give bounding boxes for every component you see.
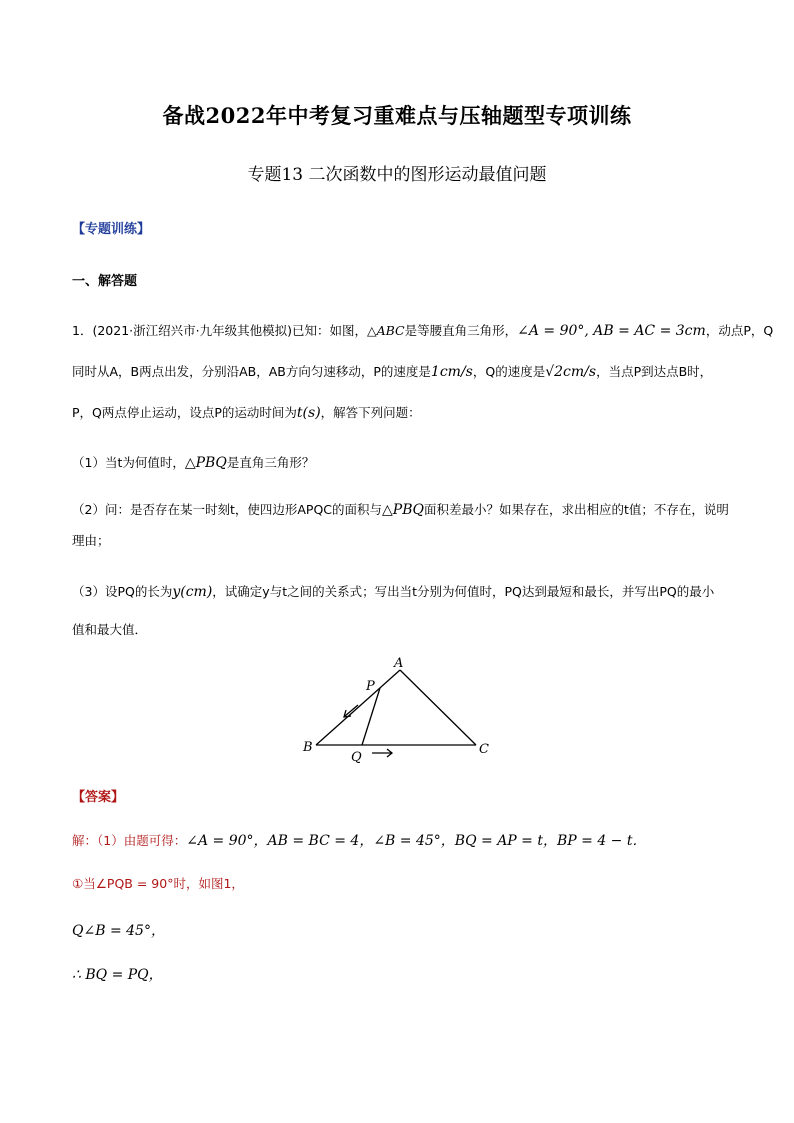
question-math: △PBQ	[184, 455, 227, 471]
question-text: 是直角三角形？	[226, 455, 315, 470]
question-text: 面积差最小？如果存在，求出相应的t值；不存在，说明	[423, 502, 729, 517]
problem-text: ，解答下列问题：	[320, 405, 421, 420]
question-text: ，试确定y与t之间的关系式；写出当t分别为何值时，PQ达到最短和最长，并写出PQ的最小	[212, 584, 715, 599]
document-title: 备战2022年中考复习重难点与压轴题型专项训练	[162, 103, 632, 128]
answer-text: 解：（1）由题可得：	[72, 833, 187, 848]
problem-text: 同时从A，B两点出发，分别沿AB，AB方向匀速移动，P的速度是	[72, 364, 431, 379]
problem-line-3	[72, 403, 421, 421]
answer-label: 【答案】	[72, 790, 125, 805]
question-math: △PBQ	[382, 502, 424, 518]
question-text: （3）设PQ的长为	[72, 584, 173, 599]
question-text: （1）当t为何值时，	[72, 455, 185, 470]
side-ab	[316, 670, 400, 745]
answer-line-3: Q∠B = 45°，	[72, 923, 165, 939]
question-math: y(cm)	[172, 584, 213, 600]
problem-line-2	[72, 362, 712, 380]
question-2	[72, 500, 729, 518]
part-heading: 一、解答题	[72, 274, 138, 289]
arrow-p-shaft	[345, 705, 358, 716]
problem-text: 1．(2021·浙江绍兴市·九年级其他模拟)已知：如图，	[72, 323, 367, 338]
problem-math: √2cm/s	[545, 364, 597, 380]
label-c: C	[479, 742, 489, 757]
question-text: （2）问：是否存在某一时刻t，使四边形APQC的面积与	[72, 502, 383, 517]
problem-math: t(s)	[296, 405, 321, 421]
section-label: 【专题训练】	[72, 222, 151, 237]
problem-text: 是等腰直角三角形，	[404, 323, 518, 338]
problem-math: 1cm/s	[430, 364, 473, 380]
problem-math: ∠A = 90°, AB = AC = 3cm	[517, 323, 706, 339]
side-ac	[400, 670, 476, 745]
answer-line-2: ①当∠PQB = 90°时，如图1，	[72, 876, 244, 891]
label-a: A	[394, 656, 404, 671]
label-q: Q	[351, 750, 362, 765]
problem-text: P，Q两点停止运动，设点P的运动时间为	[72, 405, 297, 420]
problem-math: △ABC	[366, 323, 405, 338]
triangle-figure	[296, 650, 506, 770]
problem-line-1	[72, 321, 773, 339]
question-3	[72, 582, 714, 600]
answer-line-4: ∴ BQ = PQ，	[72, 967, 163, 983]
label-b: B	[303, 740, 313, 755]
question-1	[72, 453, 314, 471]
problem-text: ，Q的速度是	[472, 364, 546, 379]
problem-text: ，动点P，Q	[705, 323, 774, 338]
question-3-continued: 值和最大值．	[72, 622, 148, 637]
question-2-continued: 理由；	[72, 533, 110, 548]
answer-line-1	[72, 830, 646, 850]
label-p: P	[366, 679, 375, 694]
problem-text: ，当点P到达点B时，	[596, 364, 713, 379]
document-subtitle: 专题13 二次函数中的图形运动最值问题	[247, 165, 547, 185]
answer-math: ∠A = 90°，AB = BC = 4，∠B = 45°，BQ = AP = t，BP = 4 − t．	[186, 833, 647, 849]
